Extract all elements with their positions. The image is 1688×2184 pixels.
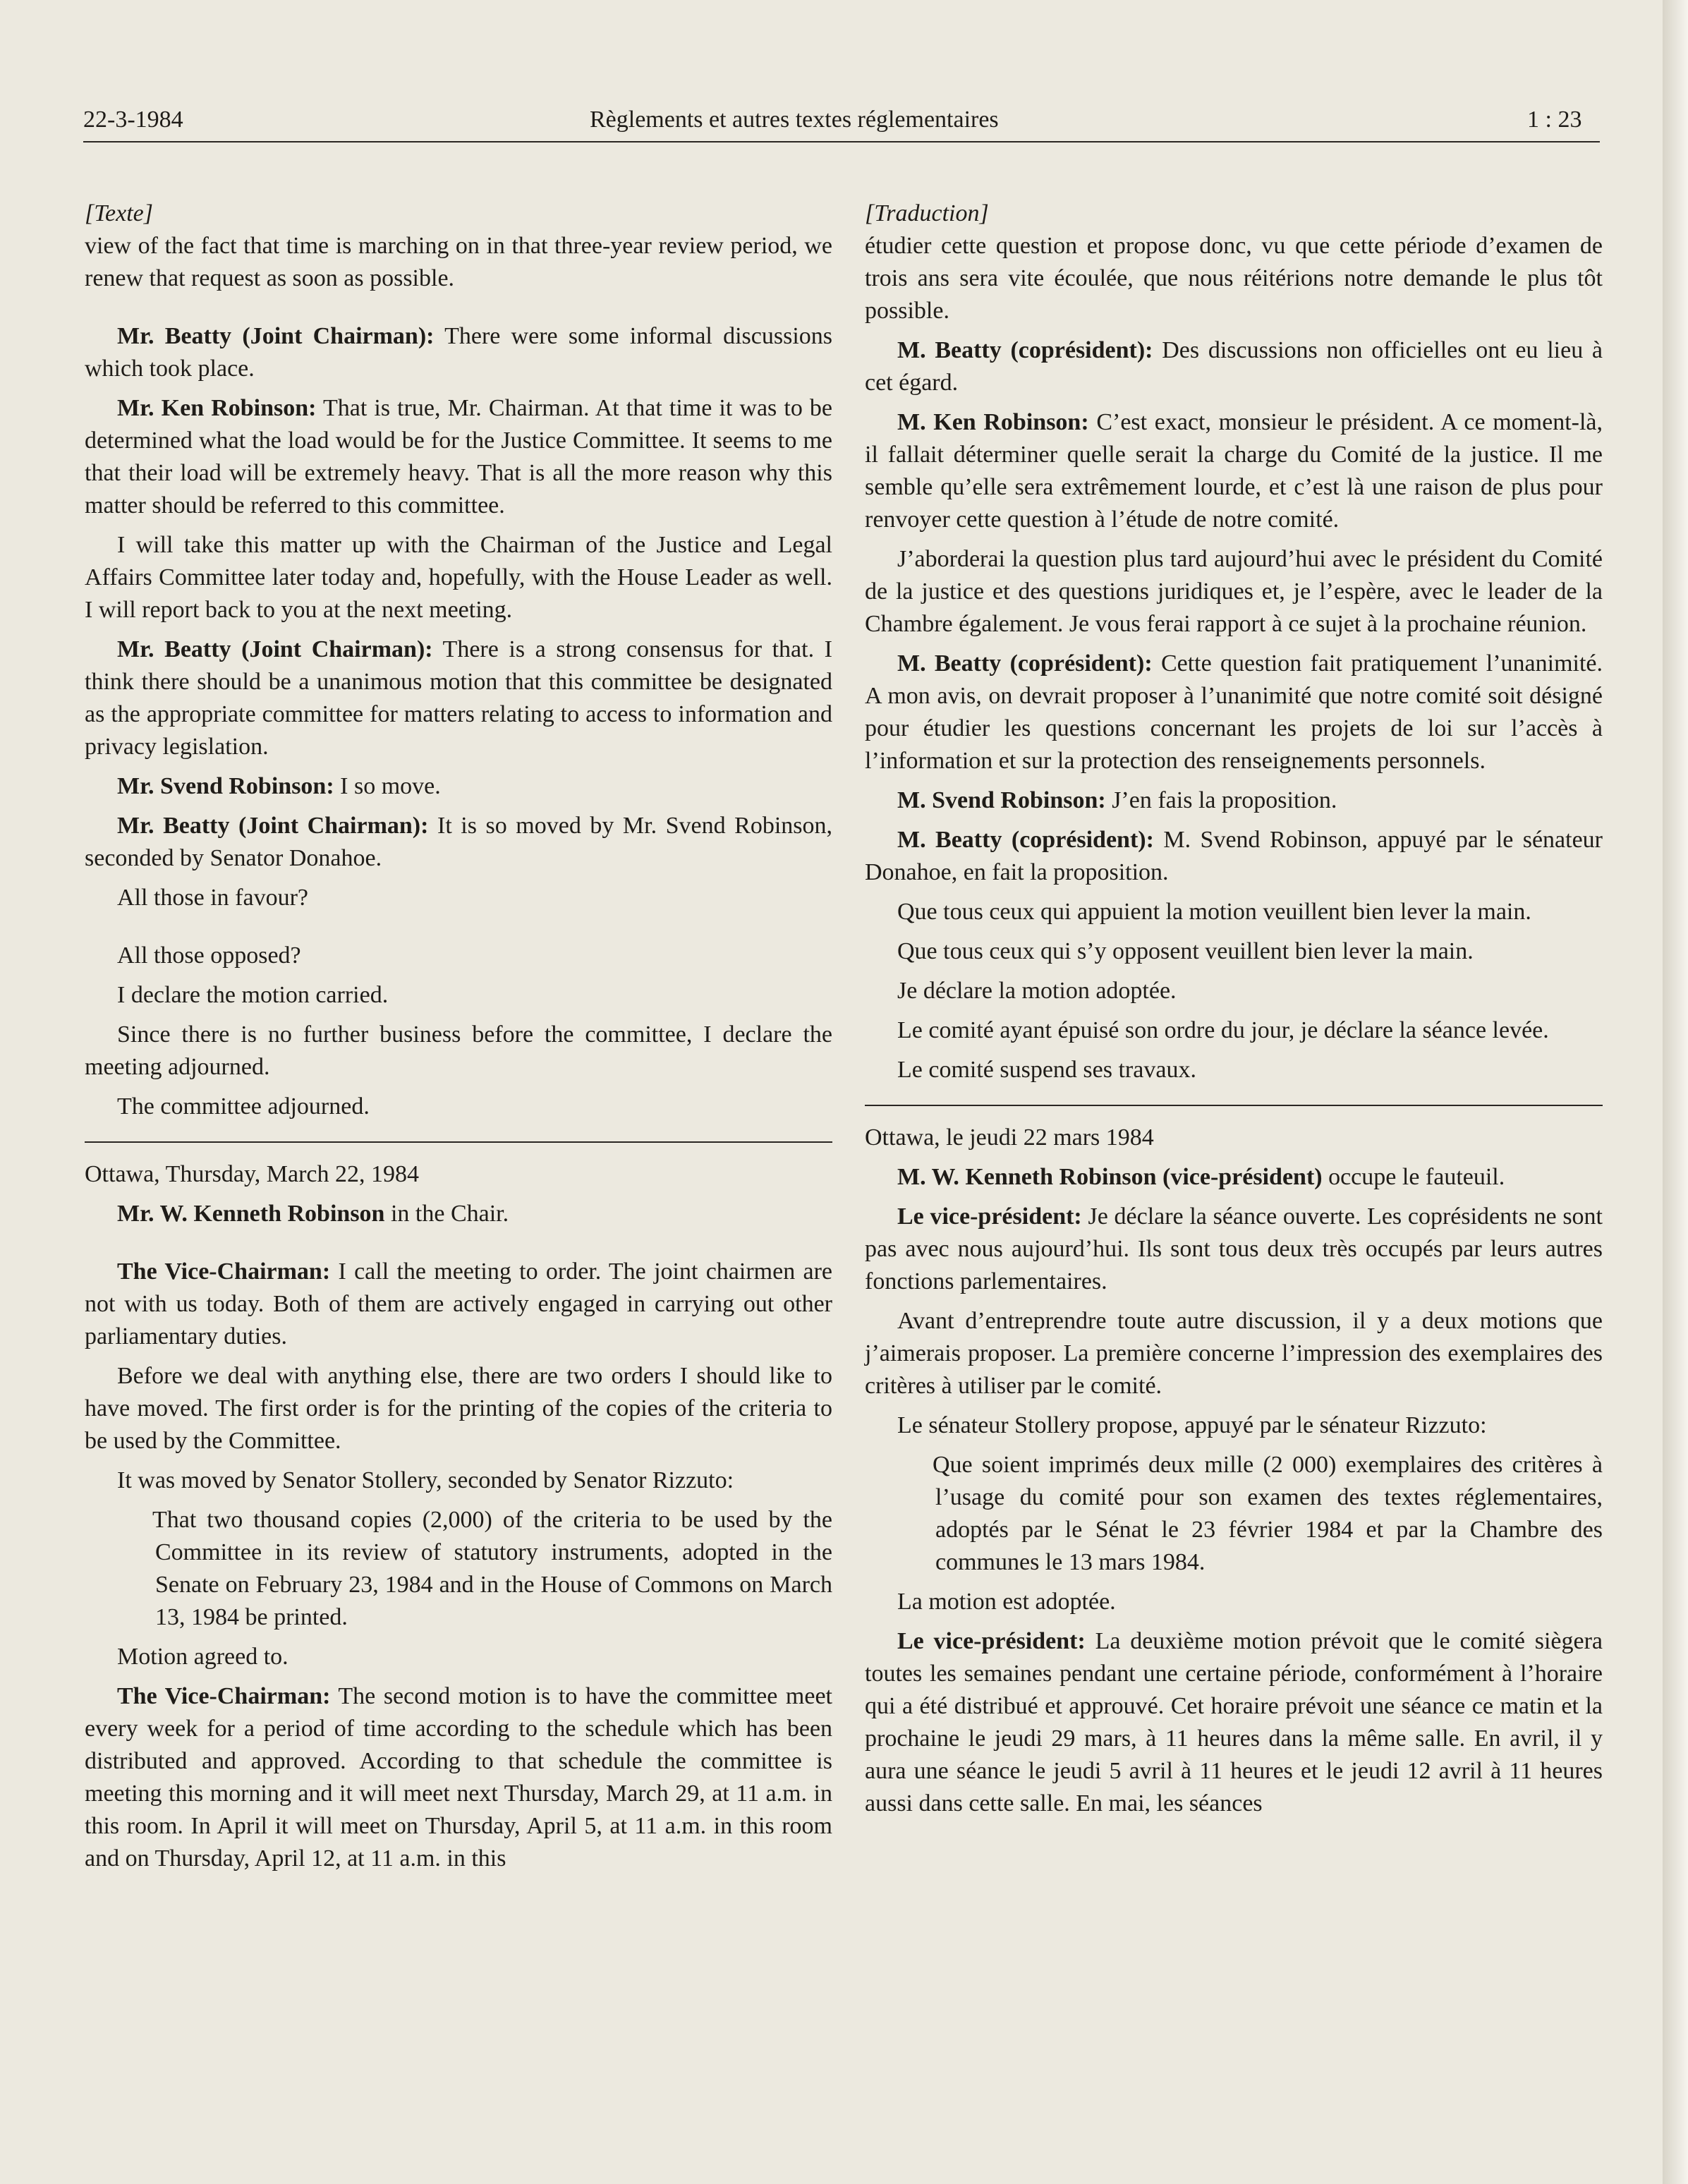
chair-name: Mr. W. Kenneth Robinson xyxy=(117,1201,385,1227)
paragraph: Que tous ceux qui appuient la motion veuillent bien lever la main. xyxy=(897,899,1531,925)
speech-text: There were some informal discussions which took place. xyxy=(85,323,832,382)
speaker-name: Le vice-président: xyxy=(897,1203,1082,1230)
speaker-name: M. Beatty (coprésident): xyxy=(897,827,1154,853)
speaker-name: Le vice-président: xyxy=(897,1628,1086,1654)
paragraph: view of the fact that time is marching on in that three-year review period, we renew that request as soon as possible. xyxy=(85,233,832,291)
paragraph xyxy=(865,1201,1603,1298)
paragraph xyxy=(85,320,832,385)
speaker-name: The Vice-Chairman: xyxy=(117,1683,331,1709)
speaker-name: Mr. Beatty (Joint Chairman): xyxy=(117,323,435,349)
speech-text: C’est exact, monsieur le président. A ce moment-là, il fallait déterminer quelle serait la charge du Comité de la justice. Il me semble qu’elle sera extrêmement lourde, et c’est là une raison de plus pour renvoyer cette question à l’étude de notre comité. xyxy=(865,409,1603,533)
paragraph: It was moved by Senator Stollery, seconded by Senator Rizzuto: xyxy=(117,1467,734,1493)
paragraph xyxy=(85,1256,832,1353)
chair-text: occupe le fauteuil. xyxy=(1322,1164,1505,1190)
speaker-name: Mr. Svend Robinson: xyxy=(117,773,334,799)
speech-text: Des discussions non officielles ont eu lieu à cet égard. xyxy=(865,337,1603,396)
paragraph: Avant d’entreprendre toute autre discussion, il y a deux motions que j’aimerais proposer. La première concerne l’impression des exemplaires des critères à utiliser par le comité. xyxy=(865,1308,1603,1399)
speaker-name: M. Beatty (coprésident): xyxy=(897,650,1153,677)
paragraph: Que tous ceux qui s’y opposent veuillent bien lever la main. xyxy=(897,938,1474,964)
paragraph xyxy=(85,392,832,522)
english-column xyxy=(85,198,832,1882)
paragraph xyxy=(85,770,832,803)
french-column xyxy=(865,198,1603,1827)
speech-text: The second motion is to have the committee meet every week for a period of time according to the schedule which has been distributed and approved. According to that schedule the committee is meeting this morning and it will meet next Thursday, March 29, at 11 a.m. in this room. In April it will meet on Thursday, April 5, at 11 a.m. in this room and on Thursday, April 12, at 11 a.m. in this xyxy=(85,1683,833,1871)
paragraph: All those opposed? xyxy=(117,942,301,969)
chair-line xyxy=(85,1198,832,1230)
speaker-name: Mr. Beatty (Joint Chairman): xyxy=(117,636,433,662)
speaker-name: M. Svend Robinson: xyxy=(897,787,1106,813)
paragraph: I declare the motion carried. xyxy=(117,982,389,1008)
paragraph xyxy=(865,648,1603,777)
paragraph: All those in favour? xyxy=(117,885,308,911)
motion-quote: Que soient imprimés deux mille (2 000) exemplaires des critères à l’usage du comité pour son examen des textes réglementaires, adoptés par le Sénat le 23 février 1984 et par la Chambre des communes le 13 mars 1984. xyxy=(933,1452,1603,1575)
paragraph: Le comité ayant épuisé son ordre du jour, je déclare la séance levée. xyxy=(897,1017,1549,1043)
speaker-name: The Vice-Chairman: xyxy=(117,1258,331,1285)
paragraph: Le comité suspend ses travaux. xyxy=(897,1057,1196,1083)
speech-text: La deuxième motion prévoit que le comité siègera toutes les semaines pendant une certaine période, conformément à l’horaire qui a été distribué et approuvé. Cet horaire prévoit une séance ce matin et la prochaine le jeudi 29 mars, à 11 heures dans la même salle. En avril, il y aura une séance le jeudi 5 avril à 11 heures et le jeudi 12 avril à 11 heures aussi dans cette salle. En mai, les séances xyxy=(865,1628,1603,1816)
paragraph xyxy=(865,334,1603,399)
header-date: 22-3-1984 xyxy=(83,107,183,133)
paragraph xyxy=(85,633,832,763)
header-page-number: 1 : 23 xyxy=(1527,107,1582,133)
section-divider xyxy=(85,1141,832,1143)
section-divider xyxy=(865,1105,1603,1106)
motion-quote: That two thousand copies (2,000) of the criteria to be used by the Committee in its review of statutory instruments, adopted in the Senate on February 23, 1984 and in the House of Commons on March 13, 1984 be printed. xyxy=(152,1507,832,1630)
paragraph: Je déclare la motion adoptée. xyxy=(897,978,1177,1004)
paragraph xyxy=(865,1625,1603,1820)
paragraph: Before we deal with anything else, there are two orders I should like to have moved. The first order is for the printing of the copies of the criteria to be used by the Committee. xyxy=(85,1363,832,1454)
paragraph: Le sénateur Stollery propose, appuyé par le sénateur Rizzuto: xyxy=(897,1412,1487,1438)
speech-text: M. Svend Robinson, appuyé par le sénateur Donahoe, en fait la proposition. xyxy=(865,827,1603,885)
speech-text: That is true, Mr. Chairman. At that time it was to be determined what the load would be for the Justice Committee. It seems to me that their load will be extremely heavy. That is all the more reason why this matter should be referred to this committee. xyxy=(85,395,833,518)
paragraph xyxy=(85,810,832,875)
paragraph: Since there is no further business before the committee, I declare the meeting adjourned. xyxy=(85,1021,832,1080)
paragraph xyxy=(865,824,1603,889)
paragraph: étudier cette question et propose donc, vu que cette période d’examen de trois ans sera vite écoulée, que nous réitérions notre demande le plus tôt possible. xyxy=(865,233,1603,324)
paragraph xyxy=(85,1680,832,1875)
column-label: [Texte] xyxy=(85,200,153,226)
chair-name: M. W. Kenneth Robinson (vice-président) xyxy=(897,1164,1323,1190)
paragraph: Motion agreed to. xyxy=(117,1644,289,1670)
meeting-date: Ottawa, le jeudi 22 mars 1984 xyxy=(865,1124,1154,1151)
speech-text: It is so moved by Mr. Svend Robinson, seconded by Senator Donahoe. xyxy=(85,813,833,871)
paragraph: La motion est adoptée. xyxy=(897,1589,1116,1615)
speech-text: There is a strong consensus for that. I think there should be a unanimous motion that this committee be designated as the appropriate committee for matters relating to access to information and privacy legislation. xyxy=(85,636,832,760)
speech-text: Je déclare la séance ouverte. Les coprésidents ne sont pas avec nous aujourd’hui. Ils sont tous deux très occupés par leurs autres fonctions parlementaires. xyxy=(865,1203,1603,1294)
speech-text: Cette question fait pratiquement l’unanimité. A mon avis, on devrait proposer à l’unanimité que notre comité soit désigné pour étudier les questions concernant les projets de loi sur l’accès à l’information et sur la protection des renseignements personnels. xyxy=(865,650,1603,774)
header-title: Règlements et autres textes réglementaires xyxy=(590,107,999,133)
speaker-name: M. Beatty (coprésident): xyxy=(897,337,1153,363)
speaker-name: Mr. Ken Robinson: xyxy=(117,395,317,421)
speech-text: J’en fais la proposition. xyxy=(1105,787,1337,813)
column-label: [Traduction] xyxy=(865,200,989,226)
paragraph xyxy=(865,406,1603,536)
paragraph: The committee adjourned. xyxy=(117,1093,370,1120)
page-edge xyxy=(1663,0,1688,2184)
chair-line xyxy=(865,1161,1603,1194)
speech-text: I call the meeting to order. The joint chairmen are not with us today. Both of them are actively engaged in carrying out other parliamentary duties. xyxy=(85,1258,833,1349)
meeting-date: Ottawa, Thursday, March 22, 1984 xyxy=(85,1161,420,1187)
speaker-name: M. Ken Robinson: xyxy=(897,409,1089,435)
header-rule xyxy=(83,141,1600,142)
speech-text: I so move. xyxy=(334,773,441,799)
paragraph: I will take this matter up with the Chairman of the Justice and Legal Affairs Committee later today and, hopefully, with the House Leader as well. I will report back to you at the next meeting. xyxy=(85,532,832,623)
chair-text: in the Chair. xyxy=(384,1201,509,1227)
paragraph xyxy=(865,784,1603,817)
paragraph: J’aborderai la question plus tard aujourd’hui avec le président du Comité de la justice et des questions juridiques et, je l’espère, avec le leader de la Chambre également. Je vous ferai rapport à ce sujet à la prochaine réunion. xyxy=(865,546,1603,637)
speaker-name: Mr. Beatty (Joint Chairman): xyxy=(117,813,429,839)
